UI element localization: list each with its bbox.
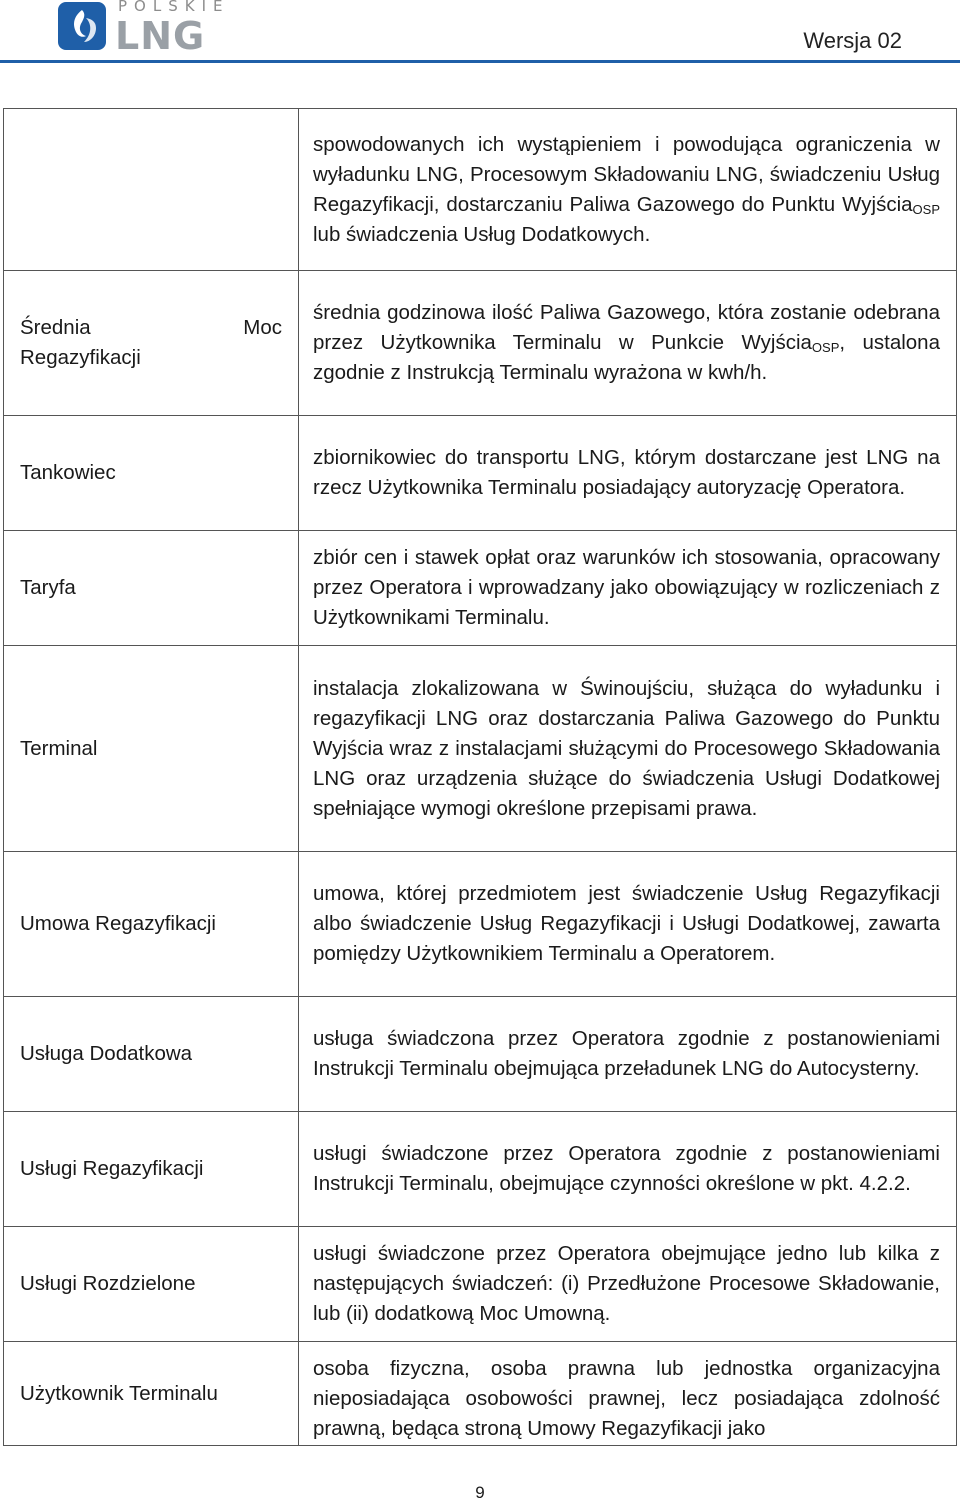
term-cell: Umowa Regazyfikacji [4, 852, 299, 997]
term-cell: Tankowiec [4, 416, 299, 531]
term-cell: Taryfa [4, 531, 299, 646]
definition-cell: zbiornikowiec do transportu LNG, którym dostarczane jest LNG na rzecz Użytkownika Terminalu posiadający autoryzację Operatora. [299, 416, 957, 531]
table-row [4, 997, 957, 1112]
table-row [4, 1112, 957, 1227]
definition-cell: usługa świadczona przez Operatora zgodnie z postanowieniami Instrukcji Terminalu obejmująca przeładunek LNG do Autocysterny. [299, 997, 957, 1112]
table-row [4, 416, 957, 531]
page-header [0, 0, 960, 100]
table-row [4, 271, 957, 416]
term-cell: Użytkownik Terminalu [4, 1342, 299, 1446]
table-row [4, 646, 957, 852]
table-row [4, 109, 957, 271]
page-number: 9 [475, 1483, 485, 1502]
lng-flame-icon [58, 2, 106, 50]
term-cell: Usługa Dodatkowa [4, 997, 299, 1112]
table-row [4, 531, 957, 646]
table-row [4, 852, 957, 997]
term-text: Regazyfikacji [20, 346, 141, 369]
definition-cell: umowa, której przedmiotem jest świadczenie Usług Regazyfikacji albo świadczenie Usług Regazyfikacji i Usługi Dodatkowej, zawarta pomiędzy Użytkownikiem Terminalu a Operatorem. [299, 852, 957, 997]
table-row [4, 1227, 957, 1342]
term-text: Moc [243, 316, 282, 339]
term-text: Średnia [20, 316, 91, 339]
table-row [4, 1342, 957, 1446]
definition-cell: instalacja zlokalizowana w Świnoujściu, służąca do wyładunku i regazyfikacji LNG oraz dostarczania Paliwa Gazowego do Punktu Wyjścia wraz z instalacjami służącymi do Procesowego Składowania LNG oraz urządzenia służące do świadczenia Usługi Dodatkowej spełniające wymogi określone przepisami prawa. [299, 646, 957, 852]
definition-cell: usługi świadczone przez Operatora obejmujące jedno lub kilka z następujących świadczeń: (i) Przedłużone Procesowe Składowanie, lub (ii) dodatkową Moc Umowną. [299, 1227, 957, 1342]
term-cell: Usługi Regazyfikacji [4, 1112, 299, 1227]
term-cell: Terminal [4, 646, 299, 852]
definitions-table [3, 108, 957, 1446]
definition-cell: spowodowanych ich wystąpieniem i powodująca ograniczenia w wyładunku LNG, Procesowym Składowaniu LNG, świadczeniu Usług Regazyfikacji, dostarczaniu Paliwa Gazowego do Punktu Wyjścia$_{OSP}$ lub świadczenia Usług Dodatkowych. [299, 109, 957, 271]
term-cell: Usługi Rozdzielone [4, 1227, 299, 1342]
polskie-lng-logo [58, 0, 258, 56]
definition-cell: usługi świadczone przez Operatora zgodnie z postanowieniami Instrukcji Terminalu, obejmujące czynności określone w pkt. 4.2.2. [299, 1112, 957, 1227]
term-cell [4, 271, 299, 416]
header-divider [0, 60, 960, 63]
logo-lng-text: LNG [115, 14, 206, 58]
version-label: Wersja 02 [803, 28, 902, 53]
definition-cell: średnia godzinowa ilość Paliwa Gazowego, która zostanie odebrana przez Użytkownika Terminalu w Punkcie Wyjścia$_{OSP}$, ustalona zgodnie z Instrukcją Terminalu wyrażona w kwh/h. [299, 271, 957, 416]
definition-cell: zbiór cen i stawek opłat oraz warunków ich stosowania, opracowany przez Operatora i wprowadzany jako obowiązujący w rozliczeniach z Użytkownikami Terminalu. [299, 531, 957, 646]
logo-polskie-text: POLSKIE [118, 0, 230, 15]
term-cell [4, 109, 299, 271]
definition-cell: osoba fizyczna, osoba prawna lub jednostka organizacyjna nieposiadająca osobowości prawnej, lecz posiadająca zdolność prawną, będąca stroną Umowy Regazyfikacji jako [299, 1342, 957, 1446]
